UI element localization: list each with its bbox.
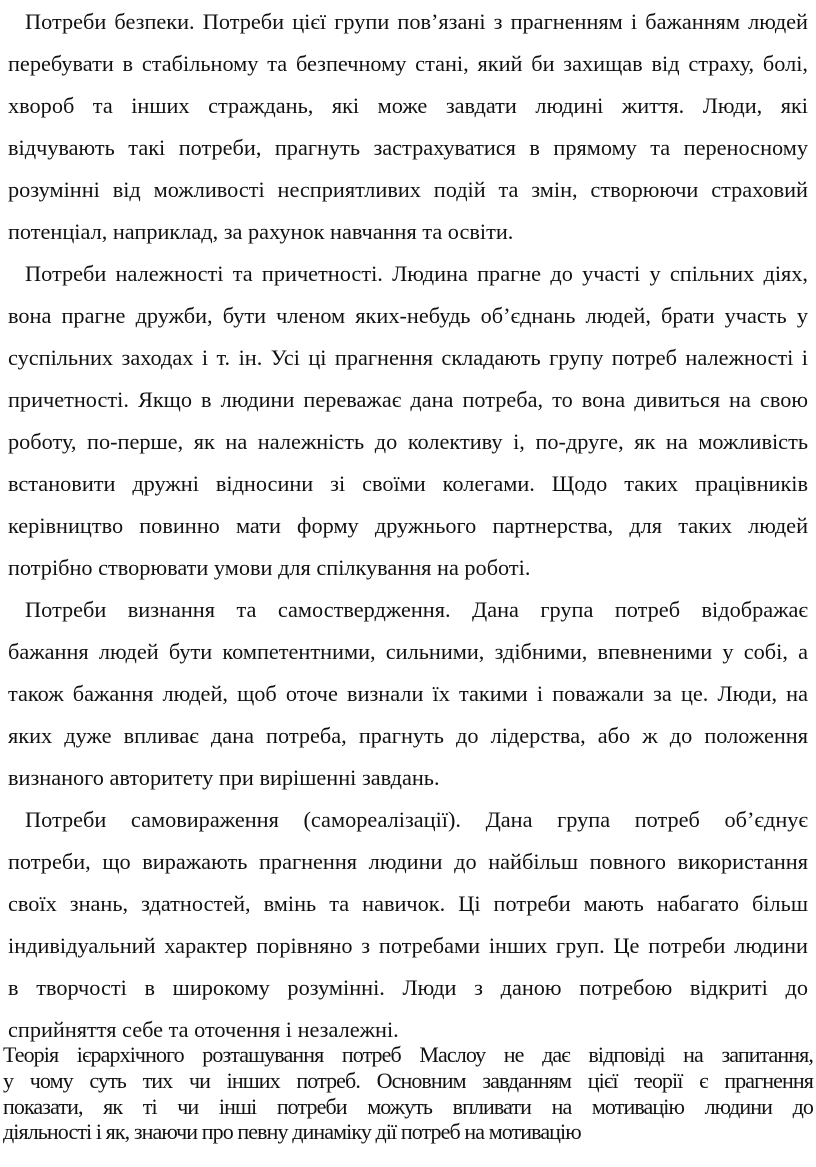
paragraph xyxy=(8,799,808,1051)
text-line: діяльності і як, знаючи про певну динаміку дії потреб на мотивацію xyxy=(3,1119,581,1145)
paragraph xyxy=(8,589,808,799)
closing-paragraph xyxy=(3,1042,813,1145)
text-line: Потреби самовираження (самореалізації). Дана група потреб об’єднує xyxy=(25,807,808,832)
text-line: яких дуже впливає дана потреба, прагнуть до лідерства, або ж до положення xyxy=(8,723,808,748)
text-line: в творчості в широкому розумінні. Люди з даною потребою відкриті до xyxy=(8,975,808,1000)
text-line: роботу, по-перше, як на належність до колективу і, по-друге, як на можливість xyxy=(8,429,808,454)
text-line: потенціал, наприклад, за рахунок навчання та освіти. xyxy=(8,219,514,244)
document-body xyxy=(8,1,808,1051)
text-line: індивідуальний характер порівняно з потребами інших груп. Це потреби людини xyxy=(8,933,808,958)
text-line: Потреби визнання та самоствердження. Дана група потреб відображає xyxy=(25,597,808,622)
text-line: потреби, що виражають прагнення людини до найбільш повного використання xyxy=(8,849,808,874)
text-line: Потреби належності та причетності. Людина прагне до участі у спільних діях, xyxy=(25,261,808,286)
text-line: суспільних заходах і т. ін. Усі ці прагнення складають групу потреб належності і xyxy=(8,345,808,370)
text-line: перебувати в стабільному та безпечному стані, який би захищав від страху, болі, xyxy=(8,51,808,76)
text-line: керівництво повинно мати форму дружнього партнерства, для таких людей xyxy=(8,513,808,538)
text-line: потрібно створювати умови для спілкування на роботі. xyxy=(8,555,531,580)
text-line: у чому суть тих чи інших потреб. Основним завданням цієї теорії є прагнення xyxy=(3,1067,813,1093)
text-line: Теорія ієрархічного розташування потреб Маслоу не дає відповіді на запитання, xyxy=(3,1042,813,1067)
text-line: встановити дружні відносини зі своїми колегами. Щодо таких працівників xyxy=(8,471,808,496)
text-line: сприйняття себе та оточення і незалежні. xyxy=(8,1017,399,1042)
paragraph xyxy=(8,253,808,589)
text-line: причетності. Якщо в людини переважає дана потреба, то вона дивиться на свою xyxy=(8,387,808,412)
text-line: відчувають такі потреби, прагнуть застрахуватися в прямому та переносному xyxy=(8,135,808,160)
text-line: вона прагне дружби, бути членом яких-небудь об’єднань людей, брати участь у xyxy=(8,303,808,328)
text-line: також бажання людей, щоб оточе визнали їх такими і поважали за це. Люди, на xyxy=(8,681,808,706)
text-line: визнаного авторитету при вирішенні завдань. xyxy=(8,765,440,790)
text-line: розумінні від можливості несприятливих подій та змін, створюючи страховий xyxy=(8,177,808,202)
text-line: показати, як ті чи інші потреби можуть впливати на мотивацію людини до xyxy=(3,1093,813,1119)
text-line: Потреби безпеки. Потреби цієї групи пов’язані з прагненням і бажанням людей xyxy=(25,9,808,34)
text-line: бажання людей бути компетентними, сильними, здібними, впевненими у собі, а xyxy=(8,639,808,664)
text-line: хвороб та інших страждань, які може завдати людині життя. Люди, які xyxy=(8,93,808,118)
paragraph xyxy=(8,1,808,253)
text-line: своїх знань, здатностей, вмінь та навичок. Ці потреби мають набагато більш xyxy=(8,891,808,916)
